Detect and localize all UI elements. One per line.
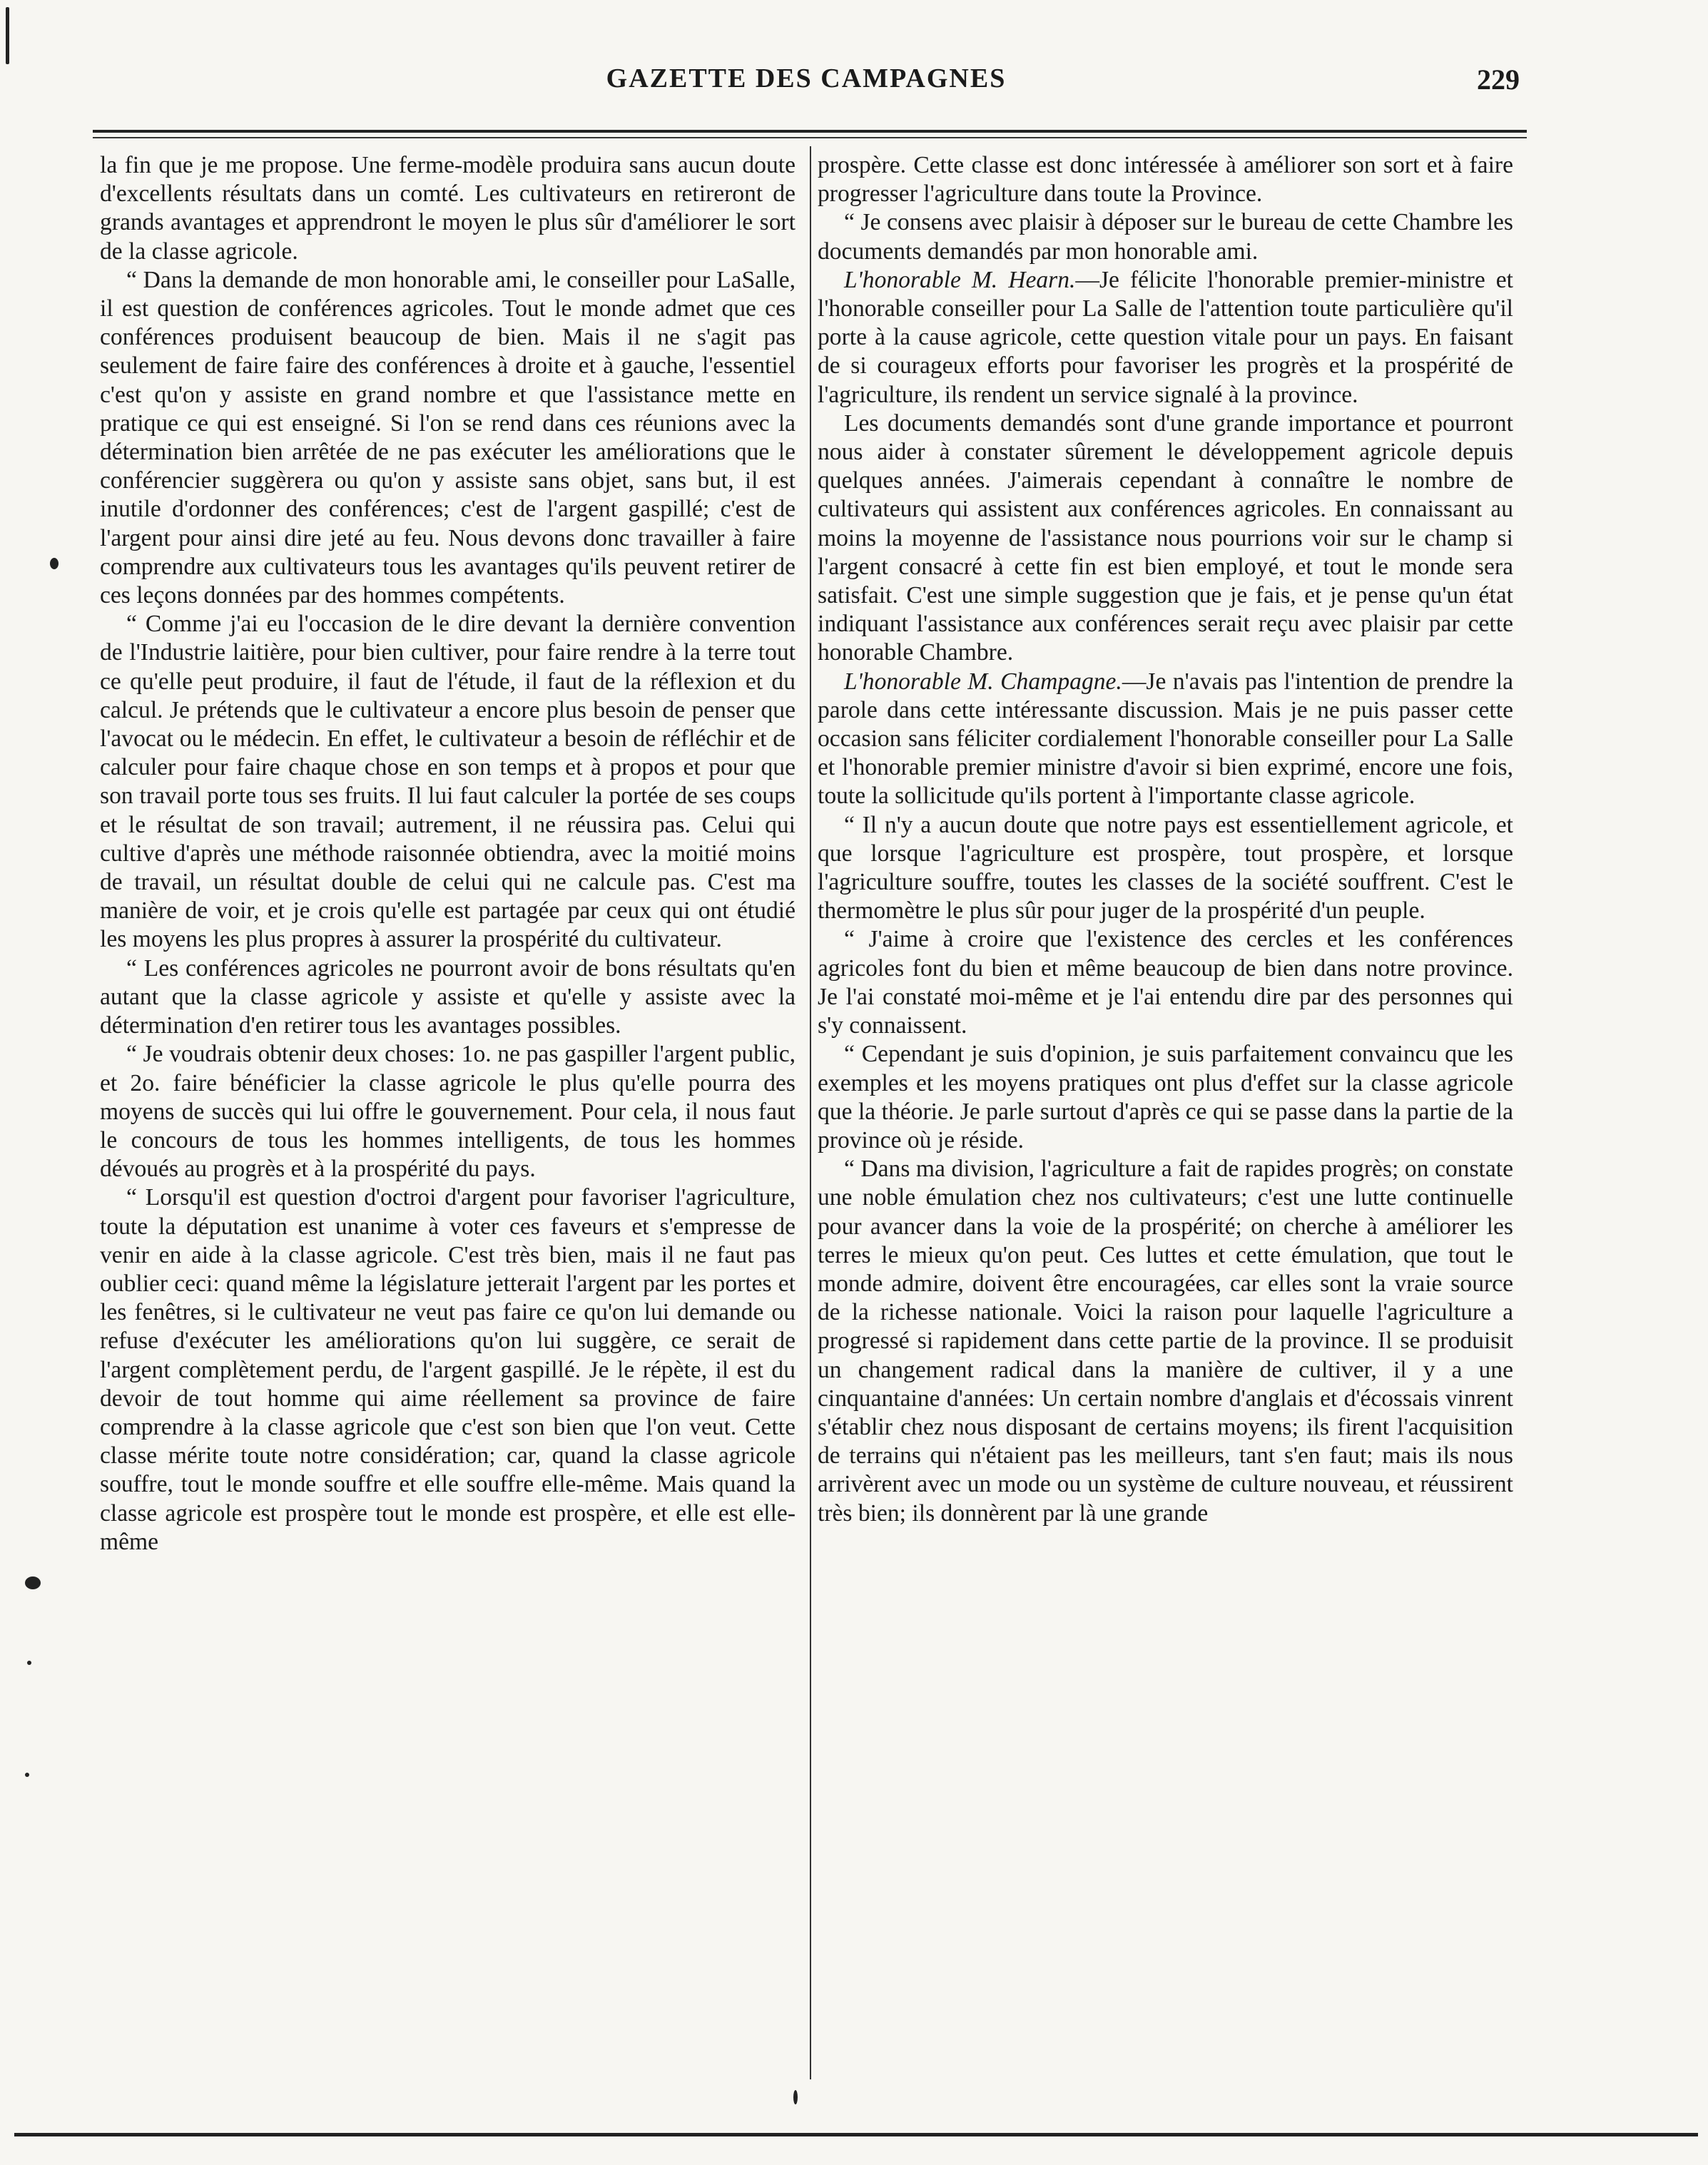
page-header [86,63,1527,106]
ink-speck [27,1661,31,1665]
speech-text: —Je félicite l'honorable premier-ministre et l'honorable conseiller pour La Salle de l'attention toute particulière qu'il porte à la cause agricole, cette question vitale pour un pays. En faisant de si courageux efforts pour favoriser les progrès et la prospérité de l'agriculture, ils rendent un service signalé à la province. [818,266,1513,408]
ink-speck [25,1773,29,1777]
paragraph: la fin que je me propose. Une ferme-modèle produira sans aucun doute d'excellents résultats dans un comté. Les cultivateurs en retireront de grands avantages et apprendront le moyen le plus sûr d'améliorer le sort de la classe agricole. [100,152,795,265]
speaker-paragraph [818,668,1513,811]
paragraph: “ Dans la demande de mon honorable ami, le conseiller pour LaSalle, il est question de conférences agricoles. Tout le monde admet que ces conférences produisent beaucoup de bien. Mais il ne s'agit pas seulement de faire faire des conférences à droite et à gauche, l'essentiel c'est qu'on y assiste en grand nombre et que l'assistance mette en pratique ce qui est enseigné. Si l'on se rend dans ces réunions avec la détermination bien arrêtée de ne pas exécuter les améliorations que le conférencier suggèrera ou qu'on y assiste sans objet, sans but, il est inutile d'ordonner des conférences; c'est de l'argent gaspillé; c'est de l'argent pour ainsi dire jeté au feu. Nous devons donc travailler à faire comprendre aux cultivateurs tous les avantages qu'ils peuvent retirer de ces leçons données par des hommes compétents. [100,266,795,609]
page-number: 229 [1477,63,1520,96]
paragraph: “ Les conférences agricoles ne pourront avoir de bons résultats qu'en autant que la classe agricole y assiste et qu'elle y assiste avec la détermination d'en retirer tous les avantages possibles. [100,954,795,1039]
paragraph: prospère. Cette classe est donc intéressée à améliorer son sort et à faire progresser l'agriculture dans toute la Province. [818,152,1513,208]
speaker-name: L'honorable M. Champagne. [843,668,1122,695]
header-rule [93,130,1527,138]
speech-text: —Je n'avais pas l'intention de prendre la parole dans cette intéressante discussion. Mais je ne puis passer cette occasion sans féliciter cordialement l'honorable conseiller pour La Salle et l'honorable premier ministre d'avoir si bien exprimé, encore une fois, toute la sollicitude qu'ils portent à l'importante classe agricole. [818,668,1513,810]
left-column [100,151,795,2084]
ink-speck [6,7,9,64]
ink-speck [50,558,59,569]
running-title: GAZETTE DES CAMPAGNES [606,63,1007,93]
paragraph: “ Lorsqu'il est question d'octroi d'argent pour favoriser l'agriculture, toute la députation est unanime à voter ces faveurs et s'empresse de venir en aide à la classe agricole. C'est très bien, mais il ne faut pas oublier ceci: quand même la législature jetterait l'argent par les portes et les fenêtres, si le cultivateur ne veut pas faire ce qu'on lui demande ou refuse d'exécuter les améliorations qu'on lui suggère, ce serait de l'argent complètement perdu, de l'argent gaspillé. Je le répète, il est du devoir de tout homme qui aime réellement sa province de faire comprendre à la classe agricole que c'est son bien que l'on veut. Cette classe mérite toute notre considération; car, quand la classe agricole souffre, tout le monde souffre et elle souffre elle-même. Mais quand la classe agricole est prospère tout le monde est prospère, et elle est elle-même [100,1184,795,1555]
paragraph: Les documents demandés sont d'une grande importance et pourront nous aider à constater sûrement le développement agricole depuis quelques années. J'aimerais cependant à connaître le nombre de cultivateurs qui assistent aux conférences agricoles. En connaissant au moins la moyenne de l'assistance nous pourrions voir sur le champ si l'argent consacré à cette fin est bien employé, et tout le monde sera satisfait. C'est une simple suggestion que je fais, et je pense qu'un état indiquant l'assistance aux conférences serait reçu avec plaisir par cette honorable Chambre. [818,409,1513,666]
paragraph: “ J'aime à croire que l'existence des cercles et les conférences agricoles font du bien et même beaucoup de bien dans notre province. Je l'ai constaté moi-même et je l'ai entendu dire par des personnes qui s'y connaissent. [818,926,1513,1039]
paragraph: “ Il n'y a aucun doute que notre pays est essentiellement agricole, et que lorsque l'agriculture est prospère, tout prospère, et lorsque l'agriculture souffre, toutes les classes de la société souffrent. C'est le thermomètre le plus sûr pour juger de la prospérité d'un peuple. [818,811,1513,924]
paragraph: “ Cependant je suis d'opinion, je suis parfaitement convaincu que les exemples et les moyens pratiques ont plus d'effet sur la classe agricole que la théorie. Je parle surtout d'après ce qui se passe dans la partie de la province où je réside. [818,1041,1513,1153]
paragraph: “ Comme j'ai eu l'occasion de le dire devant la dernière convention de l'Industrie laitière, pour bien cultiver, pour faire rendre à la terre tout ce qu'elle peut produire, il faut de l'étude, il faut de la réflexion et du calcul. Je prétends que le cultivateur a encore plus besoin de penser que l'avocat ou le médecin. En effet, le cultivateur a besoin de réfléchir et de calculer pour faire chaque chose en son temps et à propos et pour que son travail porte tous ses fruits. Il lui faut calculer la portée de ses coups et le résultat de son travail; autrement, il ne réussira pas. Celui qui cultive d'après une méthode raisonnée obtiendra, avec la moitié moins de travail, un résultat double de celui qui ne calcule pas. C'est ma manière de voir, et je crois qu'elle est partagée par ceux qui ont étudié les moyens les plus propres à assurer la prospérité du cultivateur. [100,611,795,953]
ink-speck [25,1576,41,1589]
paragraph: “ Je consens avec plaisir à déposer sur le bureau de cette Chambre les documents demandés par mon honorable ami. [818,209,1513,265]
ink-speck [793,2090,798,2104]
footer-rule [14,2133,1698,2136]
column-divider [810,146,811,2079]
right-column [818,151,1513,2084]
paragraph: “ Dans ma division, l'agriculture a fait de rapides progrès; on constate une noble émulation chez nos cultivateurs; c'est une lutte continuelle pour avancer dans la voie de la prospérité; on cherche à améliorer les terres le mieux qu'on peut. Ces luttes et cette émulation, que tout le monde admire, doivent être encouragées, car elles sont la vraie source de la richesse nationale. Voici la raison pour laquelle l'agriculture a progressé si rapidement dans cette partie de la province. Il se produisit un changement radical dans la manière de cultiver, il y a une cinquantaine d'années: Un certain nombre d'anglais et d'écossais vinrent s'établir chez nous disposant de certains moyens; ils firent l'acquisition de terrains qui n'étaient pas les meilleurs, tant s'en faut; mais ils nous arrivèrent avec un mode ou un système de culture nouveau, et réussirent très bien; ils donnèrent par là une grande [818,1156,1513,1527]
speaker-paragraph [818,266,1513,409]
paragraph: “ Je voudrais obtenir deux choses: 1o. ne pas gaspiller l'argent public, et 2o. faire bénéficier la classe agricole le plus qu'elle pourra des moyens de succès qui lui offre le gouvernement. Pour cela, il nous faut le concours de tous les hommes intelligents, de tous les hommes dévoués au progrès et à la prospérité du pays. [100,1041,795,1183]
speaker-name: L'honorable M. Hearn. [843,266,1076,293]
